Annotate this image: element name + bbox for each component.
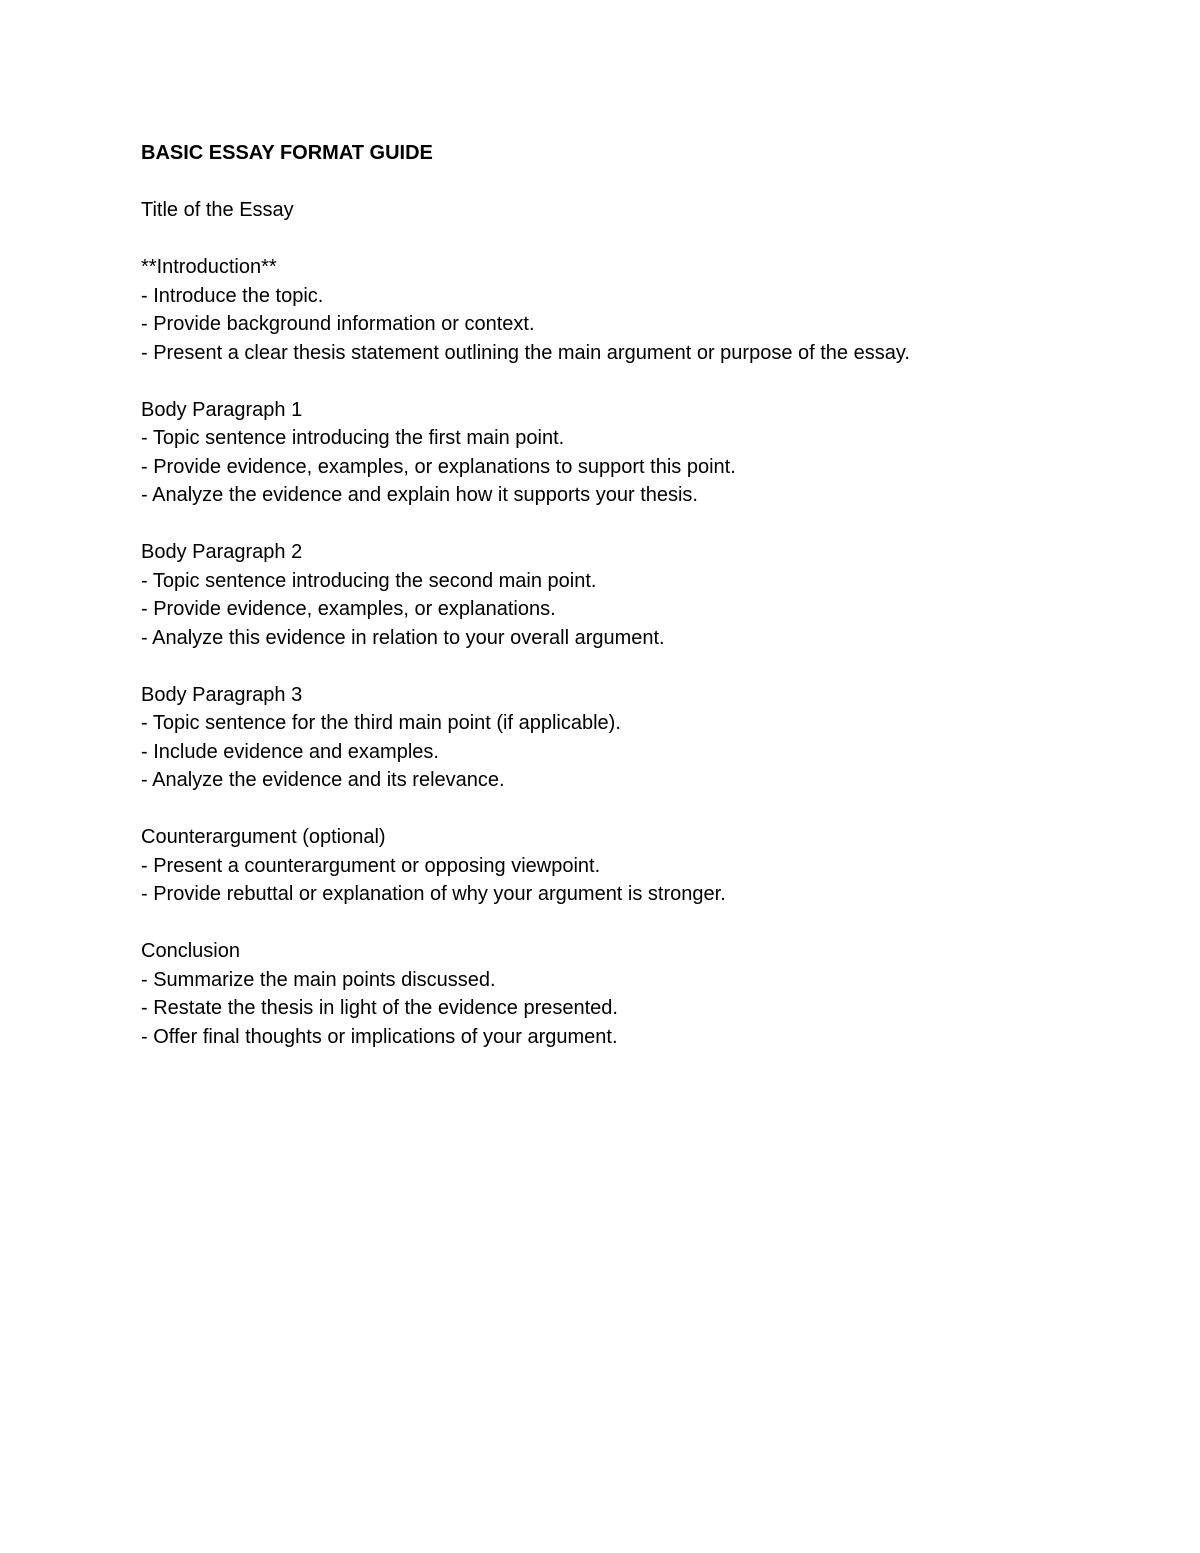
section-conclusion [141, 937, 1101, 1051]
section-item: - Analyze the evidence and its relevance. [141, 769, 505, 791]
spacer [141, 367, 1101, 396]
spacer [141, 225, 1101, 254]
spacer [141, 168, 1101, 197]
essay-title-placeholder: Title of the Essay [141, 199, 294, 221]
section-item: - Analyze the evidence and explain how it supports your thesis. [141, 484, 698, 506]
section-heading: Body Paragraph 2 [141, 541, 303, 563]
section-heading: **Introduction** [141, 256, 277, 278]
section-item: - Present a counterargument or opposing viewpoint. [141, 854, 601, 877]
section-heading: Counterargument (optional) [141, 826, 386, 848]
document-title: BASIC ESSAY FORMAT GUIDE [141, 142, 433, 164]
section-item: - Introduce the topic. [141, 284, 324, 307]
section-heading: Conclusion [141, 940, 240, 962]
section-item: - Topic sentence introducing the first main point. [141, 427, 565, 449]
section-introduction [141, 253, 1101, 367]
section-body-paragraph-3 [141, 681, 1101, 795]
section-item: - Provide evidence, examples, or explanations to support this point. [141, 455, 736, 478]
section-item: - Provide background information or context. [141, 313, 535, 335]
section-counterargument [141, 823, 1101, 909]
section-item: - Provide evidence, examples, or explanations. [141, 598, 556, 620]
spacer [141, 909, 1101, 938]
section-item: - Topic sentence for the third main point (if applicable). [141, 712, 621, 734]
section-item: - Include evidence and examples. [141, 740, 439, 763]
section-item: - Offer final thoughts or implications of your argument. [141, 1025, 618, 1048]
section-item: - Analyze this evidence in relation to your overall argument. [141, 626, 665, 649]
section-item: - Provide rebuttal or explanation of why your argument is stronger. [141, 883, 726, 905]
section-item: - Topic sentence introducing the second main point. [141, 569, 597, 592]
section-item: - Restate the thesis in light of the evidence presented. [141, 997, 618, 1019]
document-body [141, 139, 1101, 1051]
spacer [141, 795, 1101, 824]
section-heading: Body Paragraph 1 [141, 398, 303, 421]
section-item: - Present a clear thesis statement outlining the main argument or purpose of the essay. [141, 341, 910, 364]
section-body-paragraph-2 [141, 538, 1101, 652]
section-item: - Summarize the main points discussed. [141, 968, 496, 991]
section-heading: Body Paragraph 3 [141, 683, 303, 706]
section-body-paragraph-1 [141, 396, 1101, 510]
spacer [141, 652, 1101, 681]
spacer [141, 510, 1101, 539]
